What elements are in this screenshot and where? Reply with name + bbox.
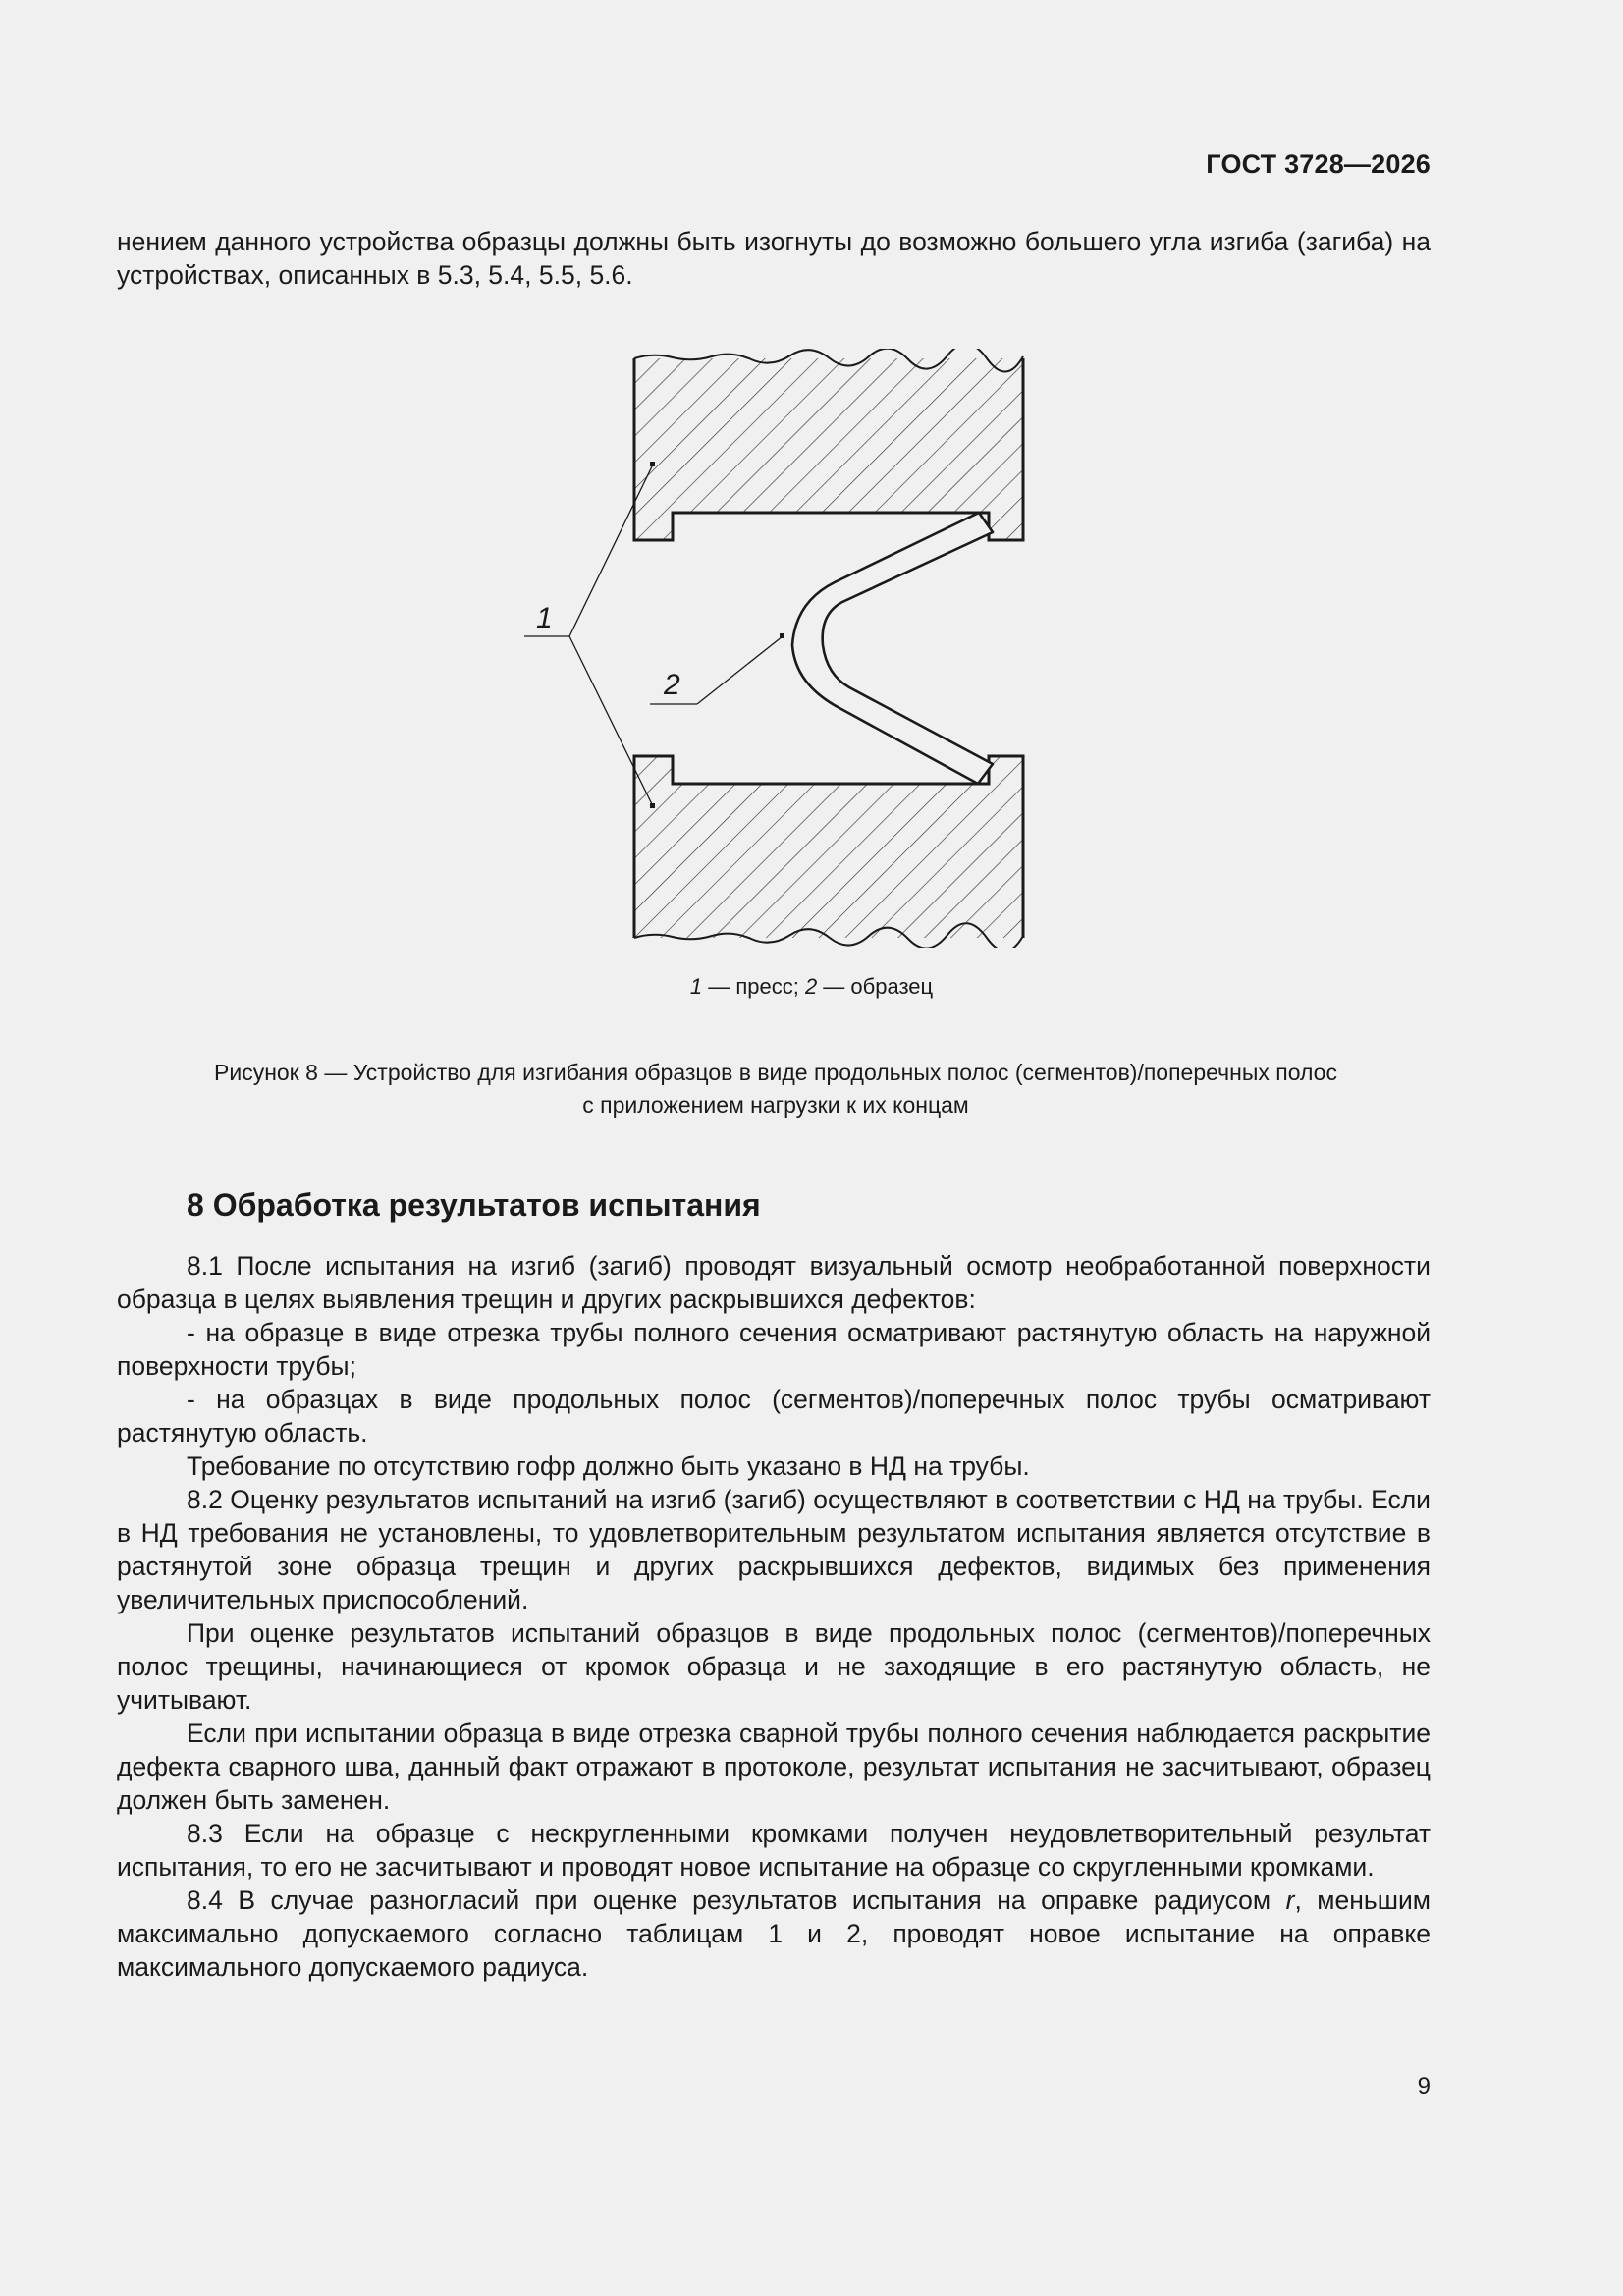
legend-text-2: — образец xyxy=(817,974,934,999)
legend-key-1: 1 xyxy=(689,974,703,999)
paragraph-8-4-start: 8.4 В случае разногласий при оценке результатов испытания на оправке радиусом xyxy=(187,1886,1286,1915)
legend-key-2: 2 xyxy=(804,974,818,999)
paragraph-8-4-end: , меньшим максимально допускаемого согласно таблицам 1 и 2, проводят новое испытание на оправке максимального допускаемого радиуса. xyxy=(117,1886,1431,1982)
bent-specimen xyxy=(792,513,993,784)
lead-paragraph: нением данного устройства образцы должны быть изогнуты до возможно большего угла изгиба (загиба) на устройствах, описанных в 5.3, 5.4, 5.5, 5.6. xyxy=(117,227,1431,290)
callout-2: 2 xyxy=(664,669,680,701)
lower-press-block xyxy=(634,756,1023,948)
legend-text-1: — пресс; xyxy=(702,974,805,999)
paragraph-8-3: 8.3 Если на образце с нескругленными кромками получен неудовлетворительный результат испытания, то его не засчитывают и проводят новое испытание на образце со скругленными кромками. xyxy=(117,1819,1431,1882)
paragraph-8-1: 8.1 После испытания на изгиб (загиб) проводят визуальный осмотр необработанной поверхности образца в целях выявления трещин и других раскрывшихся дефектов: xyxy=(117,1251,1431,1314)
paragraph-corrugation: Требование по отсутствию гофр должно быть указано в НД на трубы. xyxy=(187,1451,1030,1481)
list-item-strips: - на образцах в виде продольных полос (сегментов)/поперечных полос трубы осматривают растянутую область. xyxy=(117,1385,1431,1448)
document-code: ГОСТ 3728—2026 xyxy=(1206,149,1431,179)
callout-1: 1 xyxy=(536,602,553,634)
leader-point-lower xyxy=(650,803,655,808)
caption-line-2: с приложением нагрузки к их концам xyxy=(582,1092,969,1118)
paragraph-weld-defect: Если при испытании образца в виде отрезка сварной трубы полного сечения наблюдается раскрытие дефекта сварного шва, данный факт отражают в протоколе, результат испытания не засчитывают, образец должен быть заменен. xyxy=(117,1719,1431,1815)
section-heading: 8 Обработка результатов испытания xyxy=(187,1187,761,1223)
page-number: 9 xyxy=(1417,2073,1431,2100)
upper-press-block xyxy=(634,349,1023,540)
radius-symbol: r xyxy=(1285,1886,1295,1915)
section-body xyxy=(117,1249,1431,1984)
figure-8-drawing xyxy=(511,349,1051,948)
paragraph-strip-cracks: При оценке результатов испытаний образцов в виде продольных полос (сегментов)/поперечных полос трещины, начинающиеся от кромок образца и не заходящие в его растянутую область, не учитывают. xyxy=(117,1618,1431,1715)
lead-paragraph-block xyxy=(117,225,1431,292)
leader-point-upper xyxy=(650,462,655,466)
list-item-tube-section: - на образце в виде отрезка трубы полного сечения осматривают растянутую область на наружной поверхности трубы; xyxy=(117,1318,1431,1381)
paragraph-8-2: 8.2 Оценку результатов испытаний на изгиб (загиб) осуществляют в соответствии с НД на трубы. Если в НД требования не установлены, то удовлетворительным результатом испытания является отсутствие в растянутой зоне образца трещин и других раскрывшихся дефектов, видимых без применения увеличительных приспособлений. xyxy=(117,1485,1431,1614)
figure-legend xyxy=(0,973,1623,1001)
paragraph-8-4 xyxy=(117,1884,1431,1984)
caption-line-1: Рисунок 8 — Устройство для изгибания образцов в виде продольных полос (сегментов)/поперечных полос xyxy=(214,1060,1337,1085)
leader-point-specimen xyxy=(780,633,784,638)
figure-caption xyxy=(0,1057,1551,1121)
